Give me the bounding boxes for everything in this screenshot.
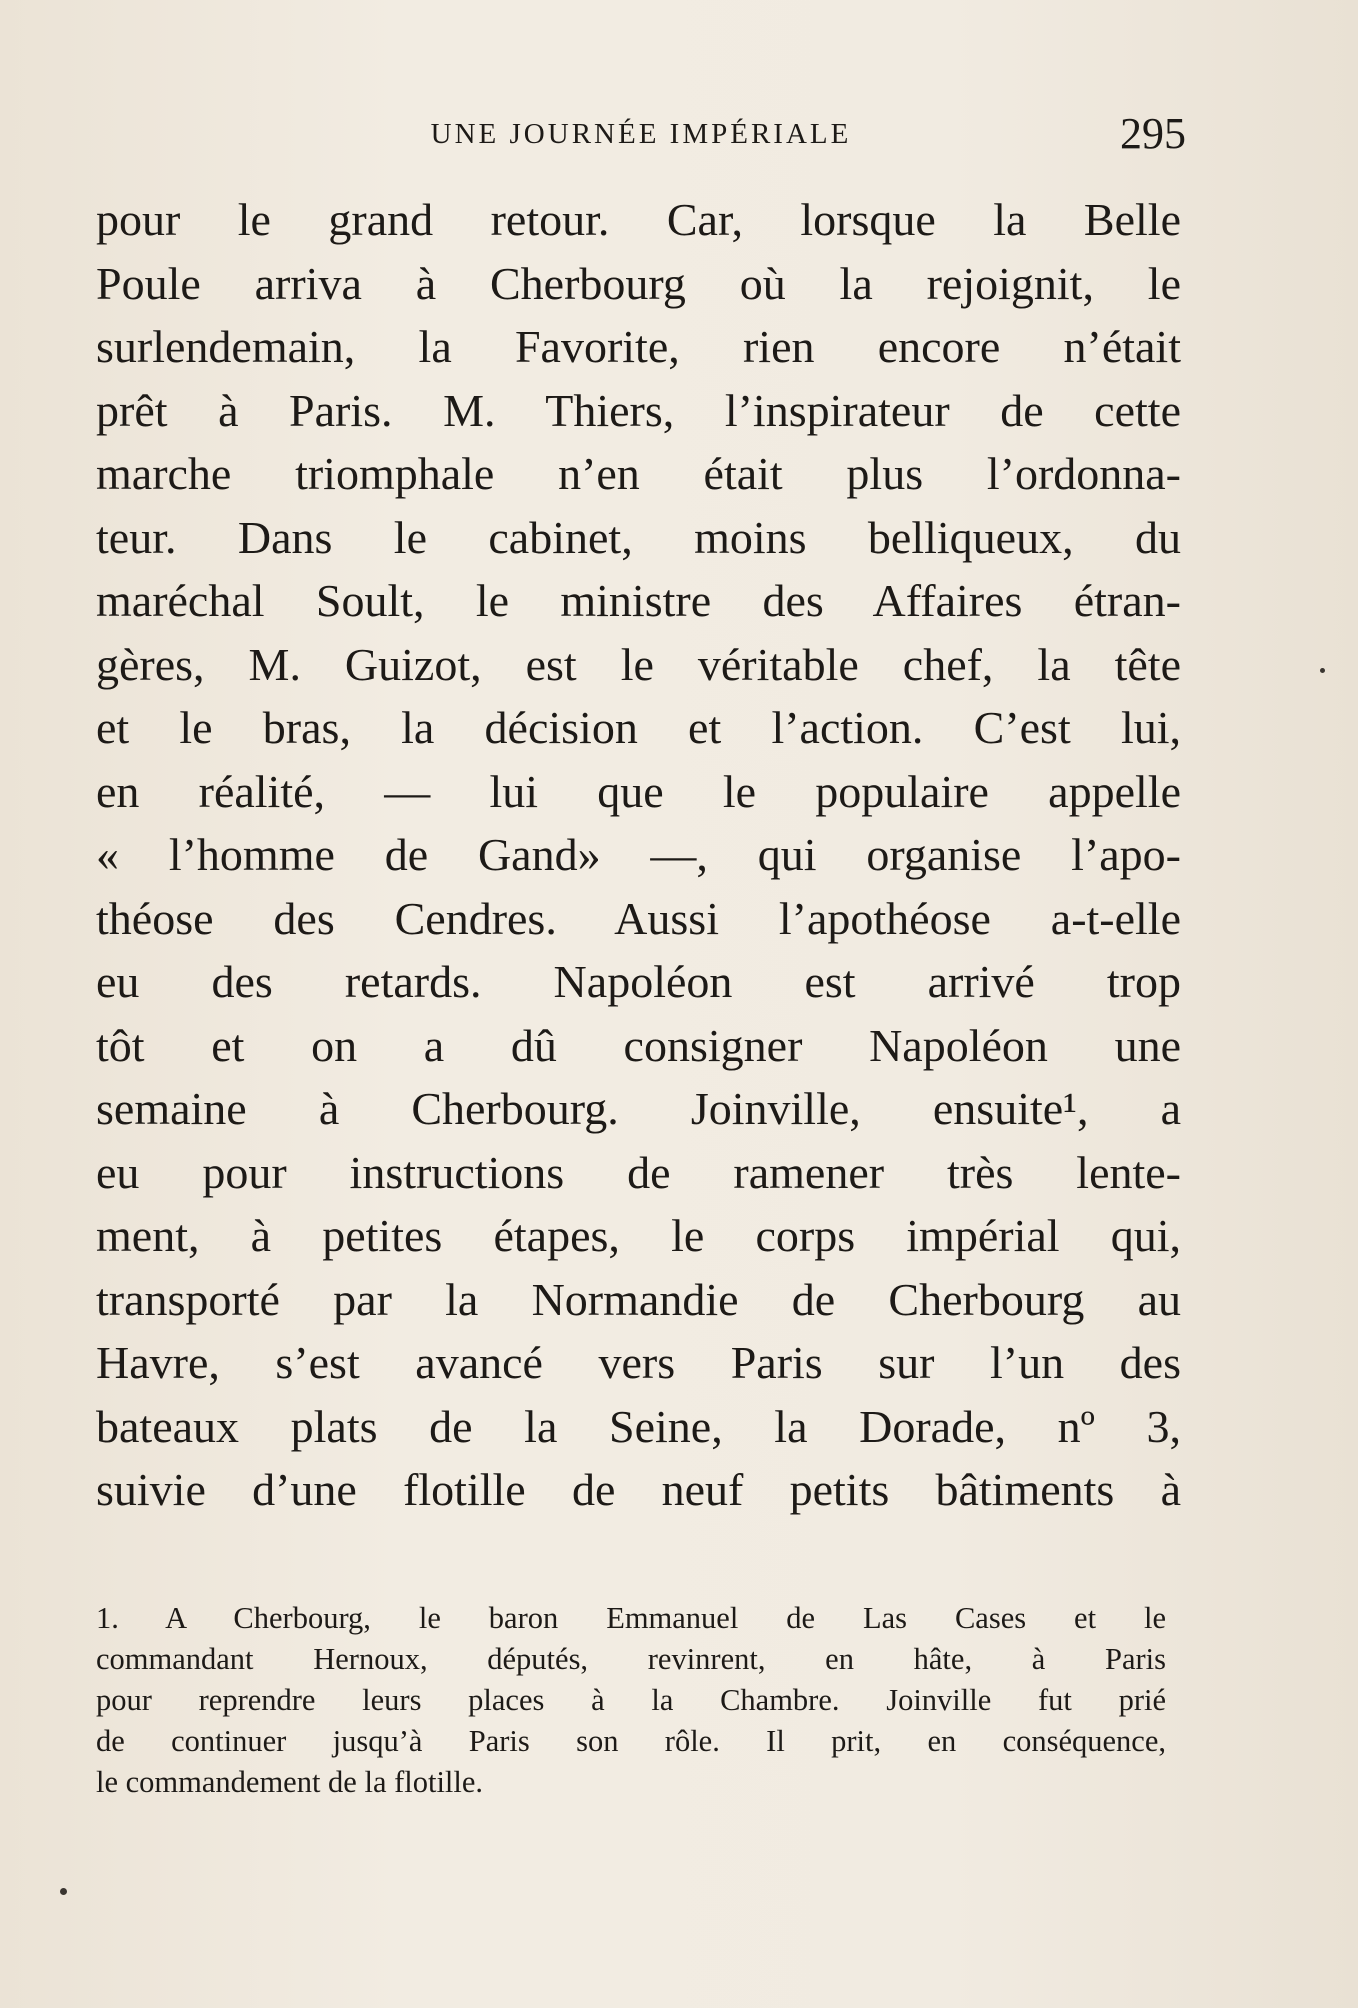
text-line: teur. Dans le cabinet, moins belliqueux, du	[96, 511, 1181, 563]
text-line: pour le grand retour. Car, lorsque la Belle	[96, 194, 1181, 245]
footnote-line: commandant Hernoux, députés, revinrent, en hâte, à Paris	[96, 1642, 1166, 1676]
text-line: eu des retards. Napoléon est arrivé trop	[96, 956, 1181, 1007]
text-line: « l’homme de Gand» —, qui organise l’apo-	[96, 829, 1181, 880]
text-line: tôt et on a dû consigner Napoléon une	[96, 1019, 1181, 1071]
footnote-line: 1. A Cherbourg, le baron Emmanuel de Las Cases et le	[96, 1601, 1166, 1635]
text-line: transporté par la Normandie de Cherbourg au	[96, 1273, 1181, 1325]
text-line: suivie d’une flotille de neuf petits bâtiments à	[96, 1464, 1181, 1515]
text-line: prêt à Paris. M. Thiers, l’inspirateur de cette	[96, 384, 1181, 436]
text-line: en réalité, — lui que le populaire appelle	[96, 765, 1181, 817]
text-line: gères, M. Guizot, est le véritable chef, la tête	[96, 638, 1181, 690]
text-line: Poule arriva à Cherbourg où la rejoignit, le	[96, 257, 1181, 309]
text-line: bateaux plats de la Seine, la Dorade, nº 3,	[96, 1400, 1181, 1452]
text-line: et le bras, la décision et l’action. C’est lui,	[96, 702, 1181, 753]
page-header	[96, 108, 1186, 164]
footnote-line: pour reprendre leurs places à la Chambre. Joinville fut prié	[96, 1683, 1166, 1717]
footnote-line: de continuer jusqu’à Paris son rôle. Il prit, en conséquence,	[96, 1724, 1166, 1758]
footnotes	[96, 1598, 1166, 1803]
text-line: théose des Cendres. Aussi l’apothéose a-t-elle	[96, 892, 1181, 944]
text-line: marche triomphale n’en était plus l’ordonna-	[96, 448, 1181, 499]
text-line: ment, à petites étapes, le corps impérial qui,	[96, 1210, 1181, 1261]
paper-speck	[60, 1888, 67, 1895]
body-text	[96, 188, 1181, 1522]
running-title: UNE JOURNÉE IMPÉRIALE	[430, 118, 852, 150]
text-line: eu pour instructions de ramener très lente-	[96, 1146, 1181, 1198]
page-number: 295	[1120, 109, 1186, 158]
paper-speck	[1320, 668, 1325, 673]
text-line: semaine à Cherbourg. Joinville, ensuite¹, a	[96, 1083, 1181, 1134]
text-line: Havre, s’est avancé vers Paris sur l’un des	[96, 1337, 1181, 1388]
text-line: maréchal Soult, le ministre des Affaires étran-	[96, 575, 1181, 626]
footnote-line: le commandement de la flotille.	[96, 1765, 484, 1799]
text-line: surlendemain, la Favorite, rien encore n’était	[96, 321, 1181, 372]
